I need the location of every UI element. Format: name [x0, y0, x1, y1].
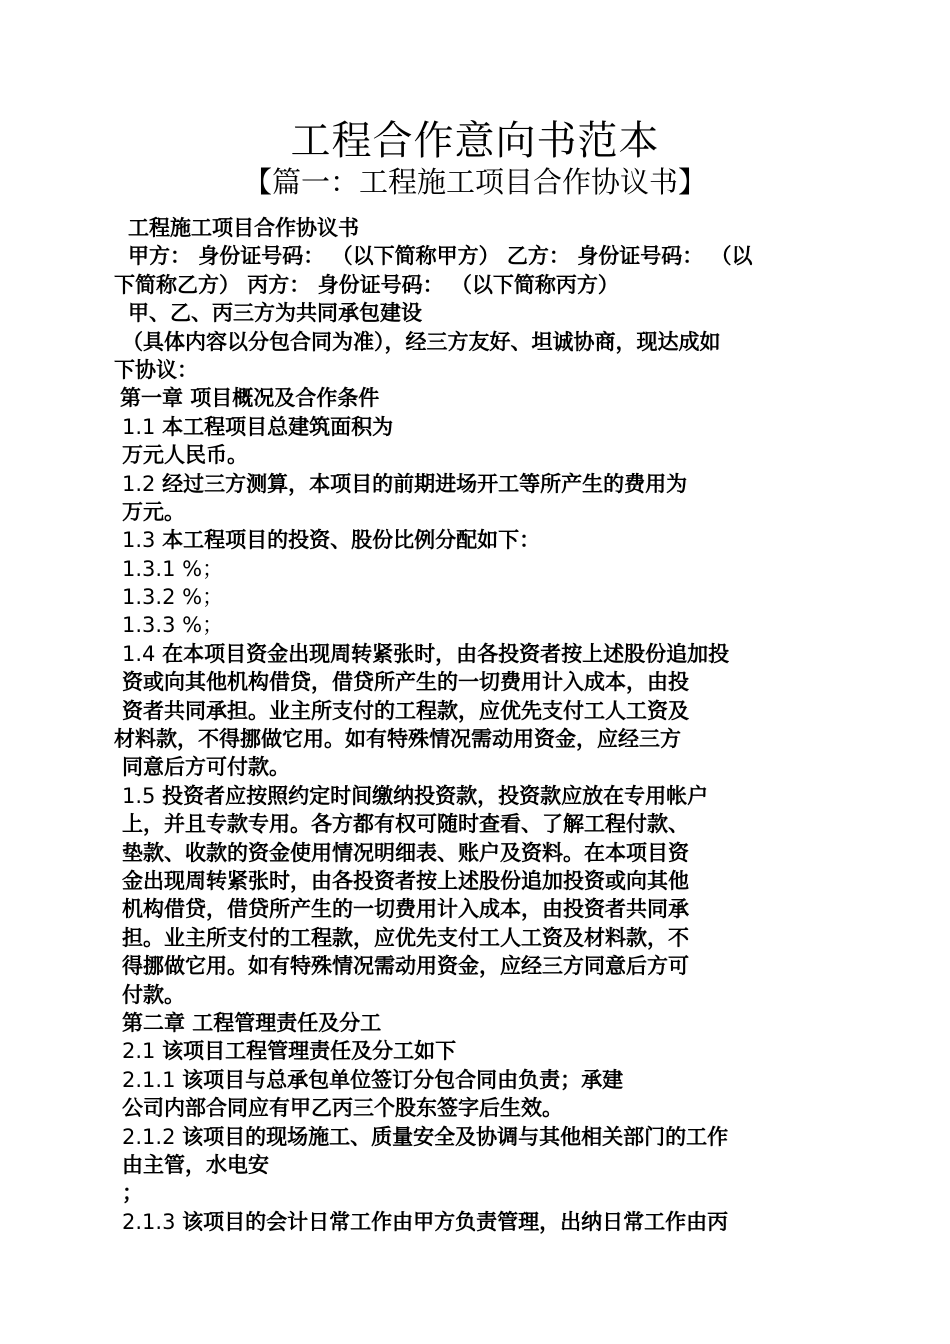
line-text: 机构借贷，借贷所产生的一切费用计入成本，由投资者共同承 — [122, 897, 689, 922]
line-text: 该项目与总承包单位签订分包合同由负责；承建 — [182, 1067, 624, 1092]
text-line — [114, 1009, 844, 1037]
line-text: 该项目的现场施工、质量安全及协调与其他相关部门的工作 — [182, 1124, 729, 1149]
line-text: 本工程项目总建筑面积为 — [162, 414, 394, 439]
text-line — [114, 1066, 844, 1094]
line-text: 付款。 — [122, 982, 185, 1007]
text-line — [114, 725, 844, 753]
line-text: 公司内部合同应有甲乙丙三个股东签字后生效。 — [122, 1096, 563, 1121]
text-line — [114, 441, 844, 469]
text-line — [114, 611, 844, 639]
text-line — [114, 952, 844, 980]
text-line — [114, 697, 844, 725]
text-line — [114, 668, 844, 696]
clause-number: 1.2 — [122, 471, 163, 496]
text-line — [114, 1123, 844, 1151]
line-text: 担。业主所支付的工程款，应优先支付工人工资及材料款，不 — [122, 925, 689, 950]
line-text: 甲方： 身份证号码： （以下简称甲方） 乙方： 身份证号码： （以 — [128, 244, 753, 269]
line-text: 第二章 工程管理责任及分工 — [122, 1010, 382, 1035]
clause-number: 1.4 — [122, 641, 163, 666]
line-text: 甲、乙、丙三方为共同承包建设 — [128, 301, 422, 326]
line-text: 垫款、收款的资金使用情况明细表、账户及资料。在本项目资 — [122, 840, 689, 865]
text-line — [114, 924, 844, 952]
line-text: 金出现周转紧张时，由各投资者按上述股份追加投资或向其他 — [122, 868, 689, 893]
document-title: 工程合作意向书范本 — [290, 118, 660, 164]
clause-number: 1.5 — [122, 783, 163, 808]
text-line — [114, 299, 844, 327]
text-line — [114, 356, 844, 384]
text-line — [114, 1037, 844, 1065]
line-text: 下简称乙方） 丙方： 身份证号码： （以下简称丙方） — [114, 272, 619, 297]
text-line — [114, 242, 844, 270]
text-line — [114, 1179, 844, 1207]
text-line — [114, 810, 844, 838]
text-line — [114, 328, 844, 356]
clause-number: 1.1 — [122, 414, 163, 439]
line-text: 得挪做它用。如有特殊情况需动用资金，应经三方同意后方可 — [122, 954, 689, 979]
text-line — [114, 555, 844, 583]
line-text: 该项目工程管理责任及分工如下 — [162, 1039, 457, 1064]
text-line — [114, 214, 844, 242]
text-line — [114, 867, 844, 895]
line-text: 万元。 — [122, 499, 185, 524]
line-text: （具体内容以分包合同为准），经三方友好、坦诚协商，现达成如 — [122, 329, 721, 354]
text-line — [114, 895, 844, 923]
text-line — [114, 526, 844, 554]
line-text: 同意后方可付款。 — [122, 755, 290, 780]
clause-number: 1.3 — [122, 528, 163, 553]
document-subtitle: 【篇一：工程施工项目合作协议书】 — [242, 165, 707, 199]
text-line — [114, 498, 844, 526]
clause-number: 1.3.1 %； — [122, 556, 224, 581]
line-text: 资或向其他机构借贷，借贷所产生的一切费用计入成本，由投 — [122, 670, 689, 695]
clause-number: 2.1 — [122, 1039, 163, 1064]
line-text: 材料款，不得挪做它用。如有特殊情况需动用资金，应经三方 — [114, 727, 681, 752]
text-line — [114, 1094, 844, 1122]
text-line — [114, 981, 844, 1009]
text-line — [114, 640, 844, 668]
text-line — [114, 839, 844, 867]
line-text: 经过三方测算，本项目的前期进场开工等所产生的费用为 — [162, 471, 688, 496]
text-line — [114, 1151, 844, 1179]
line-text: 由主管，水电安 — [122, 1152, 269, 1177]
clause-number: 2.1.2 — [122, 1124, 183, 1149]
line-text: 上，并且专款专用。各方都有权可随时查看、了解工程付款、 — [122, 812, 689, 837]
line-text: 在本项目资金出现周转紧张时，由各投资者按上述股份追加投 — [162, 641, 730, 666]
line-text: 工程施工项目合作协议书 — [128, 216, 359, 240]
clause-number: 2.1.1 — [122, 1067, 183, 1092]
text-line — [114, 271, 844, 299]
clause-number: 1.3.3 %； — [122, 613, 224, 638]
text-line — [114, 413, 844, 441]
line-text: 第一章 项目概况及合作条件 — [120, 386, 380, 411]
document-body — [114, 214, 844, 1236]
line-text: 该项目的会计日常工作由甲方负责管理，出纳日常工作由丙 — [182, 1209, 729, 1234]
line-text: 资者共同承担。业主所支付的工程款，应优先支付工人工资及 — [122, 698, 689, 723]
text-line — [114, 470, 844, 498]
line-text: 本工程项目的投资、股份比例分配如下： — [162, 528, 541, 553]
line-text: ； — [122, 1181, 143, 1206]
text-line — [114, 753, 844, 781]
line-text: 下协议： — [114, 357, 198, 382]
clause-number: 2.1.3 — [122, 1209, 183, 1234]
clause-number: 1.3.2 %； — [122, 585, 224, 610]
text-line — [114, 782, 844, 810]
line-text: 万元人民币。 — [122, 443, 248, 468]
text-line — [114, 1208, 844, 1236]
text-line — [114, 384, 844, 412]
line-text: 投资者应按照约定时间缴纳投资款，投资款应放在专用帐户 — [162, 783, 709, 808]
text-line — [114, 583, 844, 611]
